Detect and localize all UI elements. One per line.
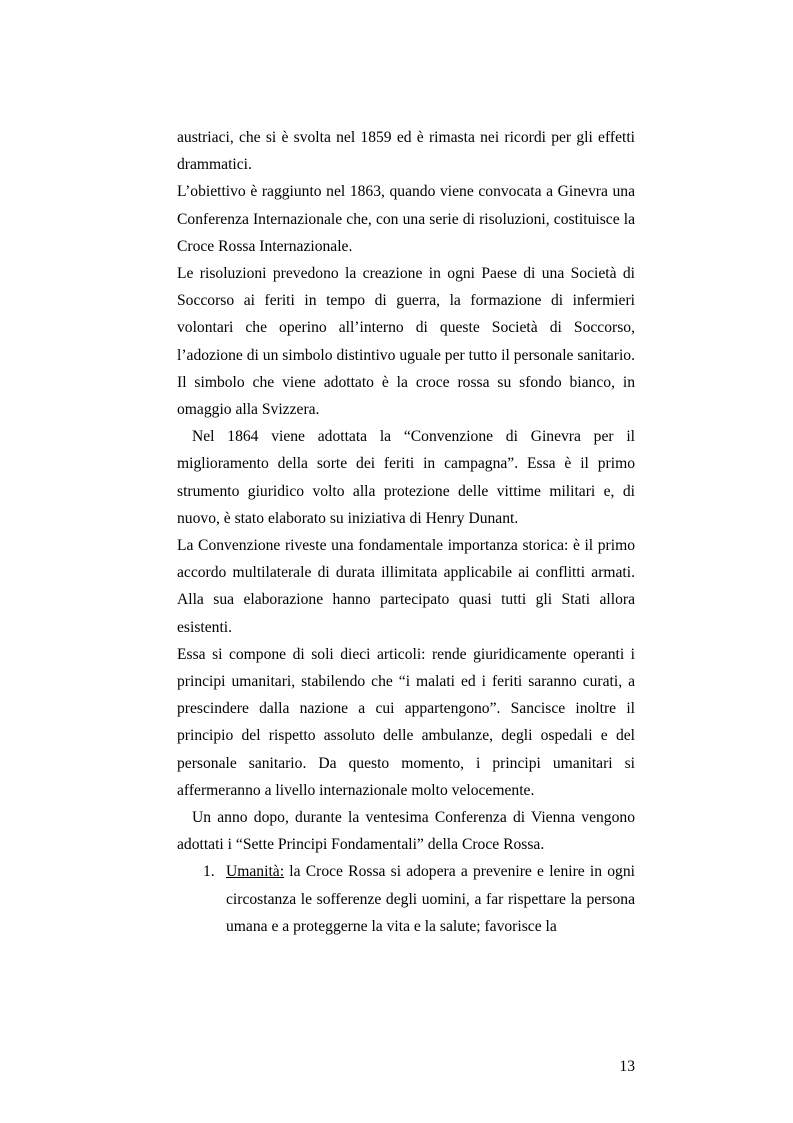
principles-list xyxy=(177,858,635,940)
list-text: la Croce Rossa si adopera a prevenire e lenire in ogni circostanza le sofferenze degli uomini, a far rispettare la persona umana e a proteggerne la vita e la salute; favorisce la xyxy=(226,863,635,935)
list-item xyxy=(177,858,635,940)
body-text xyxy=(177,124,635,940)
paragraph: Le risoluzioni prevedono la creazione in ogni Paese di una Società di Soccorso ai feriti in tempo di guerra, la formazione di infermieri volontari che operino all’interno di queste Società di Soccorso, l’adozione di un simbolo distintivo uguale per tutto il personale sanitario. Il simbolo che viene adottato è la croce rossa su sfondo bianco, in omaggio alla Svizzera. xyxy=(177,265,635,419)
paragraph: Nel 1864 viene adottata la “Convenzione di Ginevra per il miglioramento della sorte dei feriti in campagna”. Essa è il primo strumento giuridico volto alla protezione delle vittime militari e, di nuovo, è stato elaborato su iniziativa di Henry Dunant. xyxy=(177,428,635,527)
paragraph: L’obiettivo è raggiunto nel 1863, quando viene convocata a Ginevra una Conferenza Internazionale che, con una serie di risoluzioni, costituisce la Croce Rossa Internazionale. xyxy=(177,183,635,255)
paragraph: La Convenzione riveste una fondamentale importanza storica: è il primo accordo multilaterale di durata illimitata applicabile ai conflitti armati. Alla sua elaborazione hanno partecipato quasi tutti gli Stati allora esistenti. xyxy=(177,537,635,636)
list-number: 1. xyxy=(203,863,215,881)
list-term: Umanità: xyxy=(226,863,285,881)
paragraph: austriaci, che si è svolta nel 1859 ed è rimasta nei ricordi per gli effetti drammatici. xyxy=(177,129,635,174)
paragraph: Essa si compone di soli dieci articoli: rende giuridicamente operanti i principi umanitari, stabilendo che “i malati ed i feriti saranno curati, a prescindere dalla nazione a cui appartengono”. Sancisce inoltre il principio del rispetto assoluto delle ambulanze, degli ospedali e del personale sanitario. Da questo momento, i principi umanitari si affermeranno a livello internazionale molto velocemente. xyxy=(177,645,635,799)
page-number: 13 xyxy=(619,1058,635,1075)
paragraph: Un anno dopo, durante la ventesima Conferenza di Vienna vengono adottati i “Sette Principi Fondamentali” della Croce Rossa. xyxy=(177,809,635,854)
